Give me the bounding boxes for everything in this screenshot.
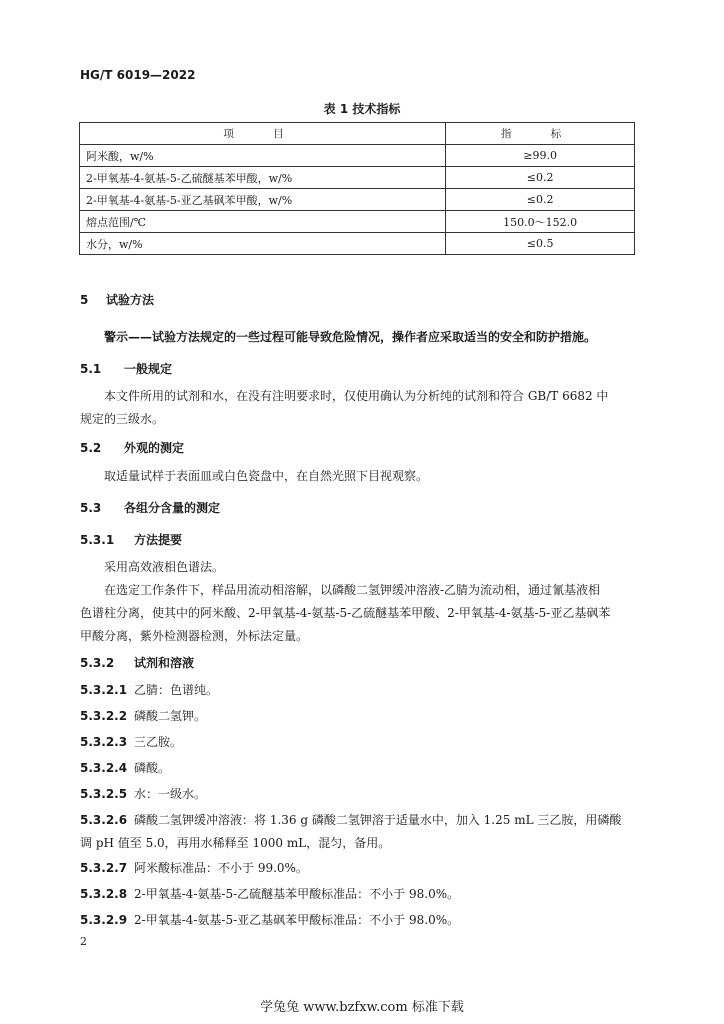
- section-number: 5.2: [80, 441, 102, 455]
- row-value: 150.0～152.0: [446, 211, 635, 233]
- section-5-1-heading: [80, 358, 640, 381]
- section-title: 外观的测定: [124, 441, 185, 455]
- section-title: 方法提要: [134, 533, 183, 547]
- safety-warning: 警示——试验方法规定的一些过程可能导致危险情况，操作者应采取适当的安全和防护措施。: [104, 330, 597, 344]
- reagent-item: [80, 857, 640, 880]
- table-row: [80, 167, 635, 189]
- item-number: 5.3.2.8: [80, 887, 128, 901]
- paragraph-line: 规定的三级水。: [80, 412, 165, 426]
- row-item: 熔点范围/℃: [80, 211, 446, 233]
- row-item: 2-甲氧基-4-氨基-5-亚乙基砜苯甲酸，w/%: [80, 189, 446, 211]
- row-item: 阿米酸，w/%: [80, 145, 446, 167]
- header-spec: 指 标: [446, 123, 635, 145]
- header-item: 项 目: [80, 123, 446, 145]
- reagent-item: [80, 783, 640, 806]
- section-title: 试验方法: [106, 293, 155, 307]
- item-text: 三乙胺。: [134, 735, 183, 749]
- section-5-heading: [80, 289, 640, 312]
- item-text: 磷酸。: [134, 761, 171, 775]
- row-value: ≤0.2: [446, 167, 635, 189]
- row-value: ≤0.5: [446, 233, 635, 255]
- section-5-3-1-heading: [80, 529, 640, 552]
- reagent-item: [80, 705, 640, 728]
- section-5-2-heading: [80, 437, 640, 460]
- item-number: 5.3.2.5: [80, 787, 128, 801]
- item-text: 磷酸二氢钾。: [134, 709, 207, 723]
- item-text: 磷酸二氢钾缓冲溶液：将 1.36 g 磷酸二氢钾溶于适量水中，加入 1.25 mL 三乙胺，用磷酸: [134, 813, 622, 827]
- table-row: [80, 145, 635, 167]
- item-text: 2-甲氧基-4-氨基-5-乙硫醚基苯甲酸标准品：不小于 98.0%。: [134, 887, 460, 901]
- section-5-3-2-heading: [80, 652, 640, 675]
- section-5-3-1-body: [80, 556, 640, 648]
- section-5-3-heading: [80, 497, 640, 520]
- reagent-item: [80, 679, 640, 702]
- paragraph-line: 采用高效液相色谱法。: [104, 560, 225, 574]
- footer-watermark: 学兔兔 www.bzfxw.com 标准下载: [260, 1000, 464, 1015]
- paragraph-line: 在选定工作条件下，样品用流动相溶解，以磷酸二氢钾缓冲溶液-乙腈为流动相，通过氰基液相: [104, 583, 601, 597]
- paragraph-line: 色谱柱分离，使其中的阿米酸、2-甲氧基-4-氨基-5-乙硫醚基苯甲酸、2-甲氧基-4-氨基-5-亚乙基砜苯: [80, 606, 611, 620]
- item-number: 5.3.2.4: [80, 761, 128, 775]
- section-title: 试剂和溶液: [134, 656, 195, 670]
- paragraph-line: 本文件所用的试剂和水，在没有注明要求时，仅使用确认为分析纯的试剂和符合 GB/T 6682 中: [104, 389, 609, 403]
- section-5-2-body: [80, 465, 640, 488]
- row-item: 2-甲氧基-4-氨基-5-乙硫醚基苯甲酸，w/%: [80, 167, 446, 189]
- item-text: 2-甲氧基-4-氨基-5-亚乙基砜苯甲酸标准品：不小于 98.0%。: [134, 913, 460, 927]
- section-number: 5.3: [80, 501, 102, 515]
- item-text: 乙腈：色谱纯。: [134, 683, 219, 697]
- paragraph-line: 甲酸分离，紫外检测器检测，外标法定量。: [80, 629, 309, 643]
- section-5-1-body: [80, 385, 640, 431]
- reagent-item: [80, 809, 640, 855]
- table-row: [80, 211, 635, 233]
- reagent-item: [80, 731, 640, 754]
- section-number: 5.3.2: [80, 656, 115, 670]
- row-value: ≥99.0: [446, 145, 635, 167]
- item-number: 5.3.2.6: [80, 813, 128, 827]
- spec-table: [79, 122, 635, 255]
- section-number: 5.1: [80, 362, 102, 376]
- page-number: 2: [80, 935, 87, 948]
- table-header-row: [80, 123, 635, 145]
- section-title: 各组分含量的测定: [124, 501, 221, 515]
- reagent-item: [80, 883, 640, 906]
- section-number: 5.3.1: [80, 533, 115, 547]
- reagent-item: [80, 909, 640, 932]
- item-text-continued: 调 pH 值至 5.0，再用水稀释至 1000 mL，混匀，备用。: [80, 836, 391, 850]
- item-number: 5.3.2.9: [80, 913, 128, 927]
- section-title: 一般规定: [124, 362, 173, 376]
- standard-code: HG/T 6019—2022: [80, 68, 196, 82]
- table-title: 表 1 技术指标: [323, 102, 401, 116]
- item-number: 5.3.2.2: [80, 709, 128, 723]
- row-item: 水分，w/%: [80, 233, 446, 255]
- item-number: 5.3.2.3: [80, 735, 128, 749]
- item-text: 水：一级水。: [134, 787, 207, 801]
- paragraph-line: 取适量试样于表面皿或白色瓷盘中，在自然光照下目视观察。: [104, 469, 429, 483]
- item-number: 5.3.2.1: [80, 683, 128, 697]
- row-value: ≤0.2: [446, 189, 635, 211]
- section-number: 5: [80, 293, 89, 307]
- item-number: 5.3.2.7: [80, 861, 128, 875]
- reagent-item: [80, 757, 640, 780]
- item-text: 阿米酸标准品：不小于 99.0%。: [134, 861, 308, 875]
- table-row: [80, 189, 635, 211]
- table-row: [80, 233, 635, 255]
